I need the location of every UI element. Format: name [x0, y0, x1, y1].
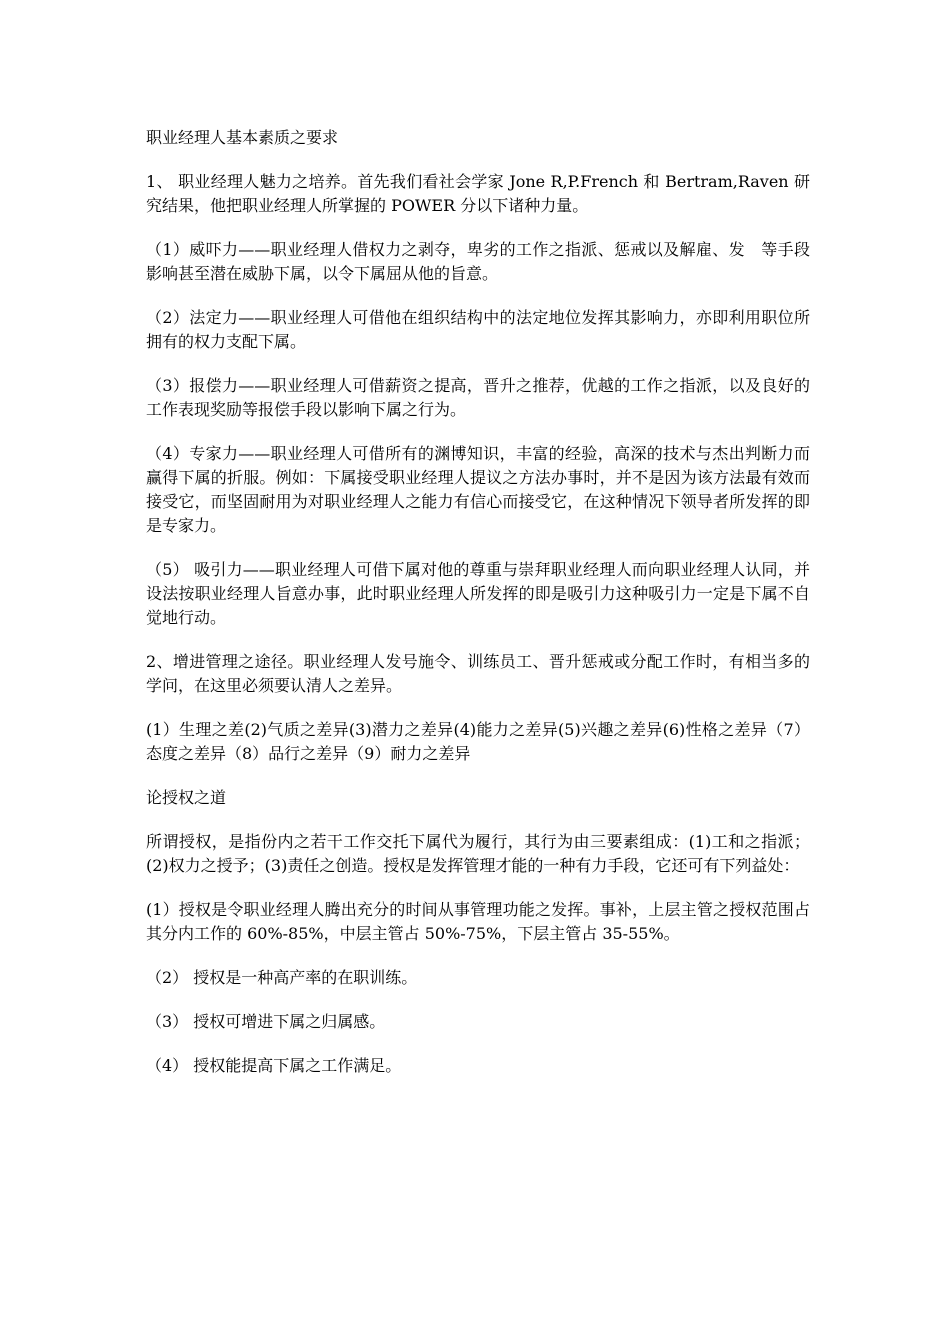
- paragraph-delegation-benefit-3: （3） 授权可增进下属之归属感。: [146, 1012, 386, 1031]
- section-heading-delegation: 论授权之道: [146, 788, 227, 807]
- paragraph-management-approach: 2、增进管理之途径。职业经理人发号施令、训练员工、晋升惩戒或分配工作时，有相当多的学问，在这里必须要认清人之差异。: [146, 652, 810, 695]
- paragraph-referent-power: （5） 吸引力——职业经理人可借下属对他的尊重与崇拜职业经理人而向职业经理人认同，并设法按职业经理人旨意办事，此时职业经理人所发挥的即是吸引力这种吸引力一定是下属不自觉地行动。: [146, 560, 810, 627]
- paragraph-delegation-benefit-1: (1）授权是令职业经理人腾出充分的时间从事管理功能之发挥。事补，上层主管之授权范围占其分内工作的 60%-85%，中层主管占 50%-75%，下层主管占 35-55%。: [146, 900, 810, 943]
- paragraph-charm-cultivation: 1、 职业经理人魅力之培养。首先我们看社会学家 Jone R,P.French 和 Bertram,Raven 研究结果，他把职业经理人所掌握的 POWER 分以下诸种力量。: [146, 172, 810, 215]
- paragraph-legitimate-power: （2）法定力——职业经理人可借他在组织结构中的法定地位发挥其影响力，亦即利用职位所拥有的权力支配下属。: [146, 308, 810, 351]
- document-body: [146, 126, 810, 1098]
- paragraph-coercive-power: （1）威吓力——职业经理人借权力之剥夺，卑劣的工作之指派、惩戒以及解雇、发 等手段影响甚至潜在威胁下属，以令下属屈从他的旨意。: [146, 240, 810, 283]
- paragraph-delegation-definition: 所谓授权，是指份内之若干工作交托下属代为履行，其行为由三要素组成：(1)工和之指派；(2)权力之授予；(3)责任之创造。授权是发挥管理才能的一种有力手段，它还可有下列益处：: [146, 832, 810, 875]
- paragraph-expert-power: （4）专家力——职业经理人可借所有的渊博知识，丰富的经验，高深的技术与杰出判断力而赢得下属的折服。例如：下属接受职业经理人提议之方法办事时，并不是因为该方法最有效而接受它，而坚固耐用为对职业经理人之能力有信心而接受它，在这种情况下领导者所发挥的即是专家力。: [146, 444, 810, 535]
- document-title: 职业经理人基本素质之要求: [146, 128, 339, 147]
- paragraph-reward-power: （3）报偿力——职业经理人可借薪资之提高，晋升之推荐，优越的工作之指派，以及良好的工作表现奖励等报偿手段以影响下属之行为。: [146, 376, 810, 419]
- paragraph-delegation-benefit-4: （4） 授权能提高下属之工作满足。: [146, 1056, 402, 1075]
- paragraph-delegation-benefit-2: （2） 授权是一种高产率的在职训练。: [146, 968, 418, 987]
- paragraph-individual-differences: (1）生理之差(2)气质之差异(3)潜力之差异(4)能力之差异(5)兴趣之差异(6)性格之差异（7）态度之差异（8）品行之差异（9）耐力之差异: [146, 720, 810, 763]
